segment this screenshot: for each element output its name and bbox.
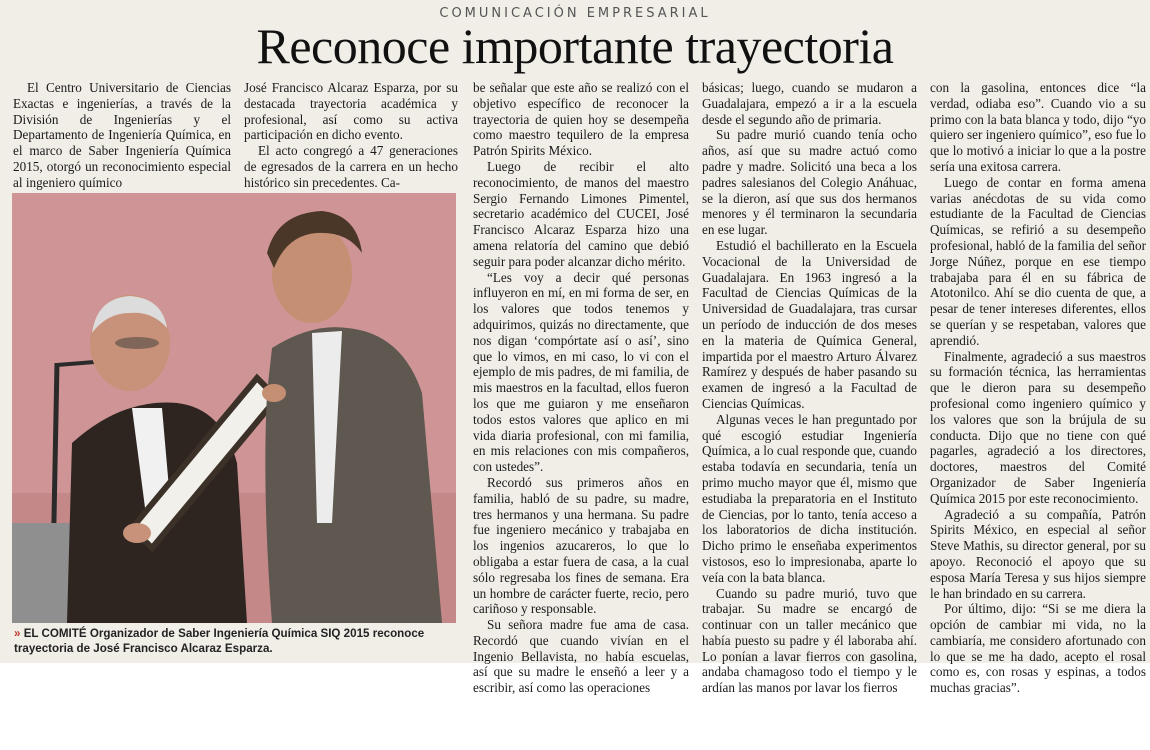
article-paragraph: Su señora madre fue ama de casa. Recordó que cuando vivían en el Ingenio Bellavista, no había escuelas, así que su madre le enseñó a leer y a escribir, así como las operaciones xyxy=(473,617,689,696)
article-paragraph: Cuando su padre murió, tuvo que trabajar. Su madre se encargó de continuar con un taller mecánico que había puesto su padre y él laboraba ahí. Lo ponían a lavar fierros con gasolina, andaba chamagoso todo el tiempo y le ardían las manos por lavar los fierros xyxy=(702,585,917,696)
article-column-3 xyxy=(473,80,689,696)
headline: Reconoce importante trayectoria xyxy=(256,18,894,74)
article-paragraph: “Les voy a decir qué personas influyeron en mí, en mi forma de ser, en los valores que todos tenemos y adquirimos, quizás no directamente, que nos digan ‘compórtate así o así’, sino que lo vimos, en mi caso, lo vi con el ejemplo de mis padres, de mi familia, de mis maestros en la facultad, ellos fueron los que me guiaron y me enseñaron todos estos valores que aplico en mi vida diaria profesional, con mi familia, en mis relaciones con mis compañeros, con ustedes”. xyxy=(473,269,689,475)
article-paragraph: Estudió el bachillerato en la Escuela Vocacional de la Universidad de Guadalajara. En 1963 ingresó a la Facultad de Ciencias Químicas de la Universidad de Guadalajara, tras cursar un período de inducción de dos meses en la materia de Química General, impartida por el maestro Arturo Álvarez Ramírez y después de haber pasando su examen de ingresó a la Facultad de Ciencias Químicas. xyxy=(702,237,917,411)
article-column-2 xyxy=(244,80,458,190)
section-label: COMUNICACIÓN EMPRESARIAL xyxy=(439,6,711,21)
caption-lead: EL COMITÉ xyxy=(23,627,87,640)
article-paragraph: Por último, dijo: “Si se me diera la opción de cambiar mi vida, no la cambiaría, me considero afortunado con lo que se me ha dado, acepto el rosal como es, con rosas y espinas, a todos muchas gracias”. xyxy=(930,601,1146,696)
caption-text: Organizador de Saber Ingeniería Química SIQ 2015 reconoce trayectoria de José Francisco Alcaraz Esparza. xyxy=(14,627,425,655)
award-ceremony-photo xyxy=(12,193,456,623)
article-paragraph: Agradeció a su compañía, Patrón Spirits México, en especial al señor Steve Mathis, su director general, por su apoyo. Reconoció el apoyo que su esposa María Teresa y sus hijos siempre le han brindado en su carrera. xyxy=(930,506,1146,601)
article-paragraph: Algunas veces le han preguntado por qué escogió estudiar Ingeniería Química, a lo cual responde que, cuando estaba todavía en secundaria, tenía un primo mucho mayor que él, mismo que estudiaba la preparatoria en el Instituto de Ciencias, por lo tanto, tenía acceso a los laboratorios de dicha institución. Dicho primo le enseñaba experimentos vistosos, eso lo impresionaba, aparte lo veía con la bata blanca. xyxy=(702,411,917,585)
article-paragraph: Su padre murió cuando tenía ocho años, así que su madre actuó como padre y madre. Solicitó una beca a los padres salesianos del Colegio Anáhuac, se la dieron, así que sus dos hermanos menores y él terminaron la secundaria en ese lugar. xyxy=(702,127,917,238)
article-paragraph: básicas; luego, cuando se mudaron a Guadalajara, empezó a ir a la escuela desde el segundo año de primaria. xyxy=(702,80,917,127)
article-paragraph: Luego de contar en forma amena varias anécdotas de su vida como estudiante de la Facultad de Ciencias Químicas, se refirió a su desempeño profesional, habló de la familia del señor Jorge Núñez, porque en ese tiempo trabajaba para él en su fábrica de Atotonilco. Ahí se dio cuenta de que, a pesar de tener intereses diferentes, ellos se querían y se respetaban, valores que aprendió. xyxy=(930,174,1146,348)
article-paragraph: Luego de recibir el alto reconocimiento, de manos del maestro Sergio Fernando Limones Pimentel, secretario académico del CUCEI, José Francisco Alcaraz Esparza hizo una amena relatoría del camino que debió seguir para poder alcanzar dicho mérito. xyxy=(473,158,689,269)
article-paragraph: El Centro Universitario de Ciencias Exactas e ingenierías, a través de la División de Ingenierías y el Departamento de Ingeniería Química, en el marco de Saber Ingeniería Química 2015, otorgó un reconocimiento especial al ingeniero químico xyxy=(13,80,231,190)
article-column-4 xyxy=(702,80,917,696)
article-column-1 xyxy=(13,80,231,190)
article-paragraph: Finalmente, agradeció a sus maestros su formación técnica, las herramientas que le dieron para su desempeño profesional como ingeniero químico y los valores que son la brújula de su conducta. Dijo que no tiene con qué pagarles, agradeció a los directores, doctores, maestros del Comité Organizador de Saber Ingeniería Química 2015 por este reconocimiento. xyxy=(930,348,1146,506)
article-paragraph: be señalar que este año se realizó con el objetivo específico de reconocer la trayectoria de quien hoy se desempeña como maestro tequilero de la empresa Patrón Spirits México. xyxy=(473,80,689,159)
article-paragraph: Recordó sus primeros años en familia, habló de su padre, su madre, tres hermanos y una hermana. Su padre fue ingeniero mecánico y trabajaba en los ingenios azucareros, lo que lo obligaba a estar fuera de casa, a la cual sólo regresaba los fines de semana. Era un hombre de carácter fuerte, recio, pero cariñoso y responsable. xyxy=(473,474,689,617)
article-paragraph: José Francisco Alcaraz Esparza, por su destacada trayectoria académica y profesional, así como su activa participación en dicho evento. xyxy=(244,80,458,143)
article-paragraph: El acto congregó a 47 generaciones de egresados de la carrera en un hecho histórico sin precedentes. Ca- xyxy=(244,143,458,190)
article-column-5 xyxy=(930,80,1146,696)
photo-caption xyxy=(14,626,456,656)
article-paragraph: con la gasolina, entonces dice “la verdad, odiaba eso”. Cuando vio a su primo con la bata blanca y todo, dijo “yo quiero ser ingeniero químico”, eso fue lo que lo motivó a iniciar lo que a la postre sería una exitosa carrera. xyxy=(930,80,1146,174)
caption-arrow: » xyxy=(14,627,21,640)
